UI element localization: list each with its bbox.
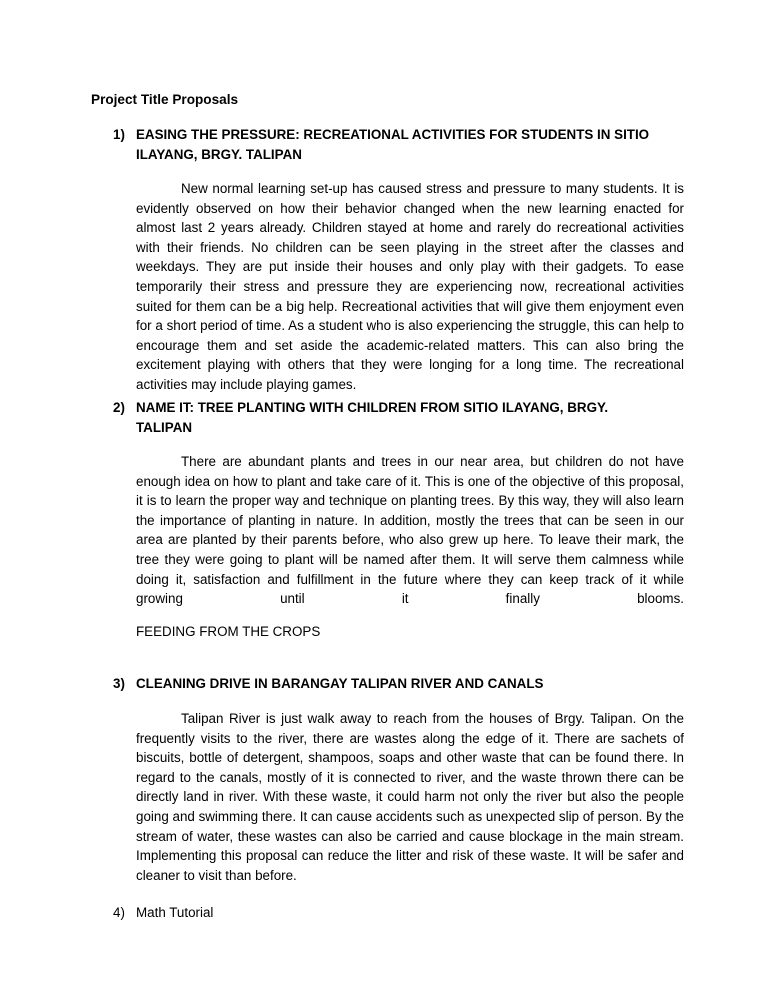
item-1-paragraph-text: New normal learning set-up has caused stress and pressure to many students. It is evidently observed on how their behavior changed when the new learning enacted for almost last 2 years already. Children stayed at home and rarely do recreational activities with their friends. No children can be seen playing in the street after the classes and weekdays. They are put inside their houses and only play with their gadgets. To ease temporarily their stress and pressure they are experiencing now, recreational activities suited for them can be a big help. Recreational activities that will give them enjoyment even for a short period of time. As a student who is also experiencing the struggle, this can help to encourage them and set aside the academic-related matters. This can also bring the excitement playing with others that they were longing for a long time. The recreational activities may include playing games. (136, 181, 684, 392)
item-2-note: FEEDING FROM THE CROPS (136, 624, 321, 639)
item-3-paragraph (136, 709, 684, 885)
item-2-heading-line2: TALIPAN (136, 420, 193, 435)
item-2-paragraph-text: There are abundant plants and trees in our near area, but children do not have enough idea on how to plant and take care of it. This is one of the objective of this proposal, it is to learn the proper way and technique on planting trees. By this way, they will also learn the importance of planting in nature. In addition, mostly the trees that can be seen in our area are planted by their parents before, who also grew up here. To leave their mark, the tree they were going to plant will be named after them. It will serve them calmness while doing it, satisfaction and fulfillment in the future where they can keep track of it while growing until it finally blooms. (136, 454, 684, 607)
item-3-heading-line1: CLEANING DRIVE IN BARANGAY TALIPAN RIVER AND CANALS (136, 676, 544, 691)
item-1-heading-line1: EASING THE PRESSURE: RECREATIONAL ACTIVITIES FOR STUDENTS IN SITIO (136, 127, 650, 142)
item-3-heading (113, 674, 683, 694)
item-1-paragraph (136, 179, 684, 395)
item-2-heading (113, 398, 683, 438)
item-3-number: 3) (113, 676, 125, 691)
item-2-heading-line1: NAME IT: TREE PLANTING WITH CHILDREN FROM SITIO ILAYANG, BRGY. (136, 400, 609, 415)
item-4-heading (113, 905, 213, 920)
item-1-heading (113, 125, 683, 165)
item-3-paragraph-text: Talipan River is just walk away to reach from the houses of Brgy. Talipan. On the frequently visits to the river, there are wastes along the edge of it. There are sachets of biscuits, bottle of detergent, shampoos, soaps and other waste that can be found there. In regard to the canals, mostly of it is connected to river, and the waste thrown there can be directly land in river. With these waste, it could harm not only the river but also the people going and swimming there. It can cause accidents such as unexpected slip of person. By the stream of water, these wastes can also be carried and cause blockage in the main stream. Implementing this proposal can reduce the litter and risk of these waste. It will be safer and cleaner to visit than before. (136, 711, 684, 883)
item-2-paragraph (136, 452, 684, 609)
item-4-number: 4) (113, 905, 125, 920)
item-4-heading-text: Math Tutorial (136, 905, 214, 920)
item-1-number: 1) (113, 127, 125, 142)
item-1-heading-line2: ILAYANG, BRGY. TALIPAN (136, 147, 302, 162)
page-title: Project Title Proposals (91, 92, 239, 107)
item-2-number: 2) (113, 400, 125, 415)
